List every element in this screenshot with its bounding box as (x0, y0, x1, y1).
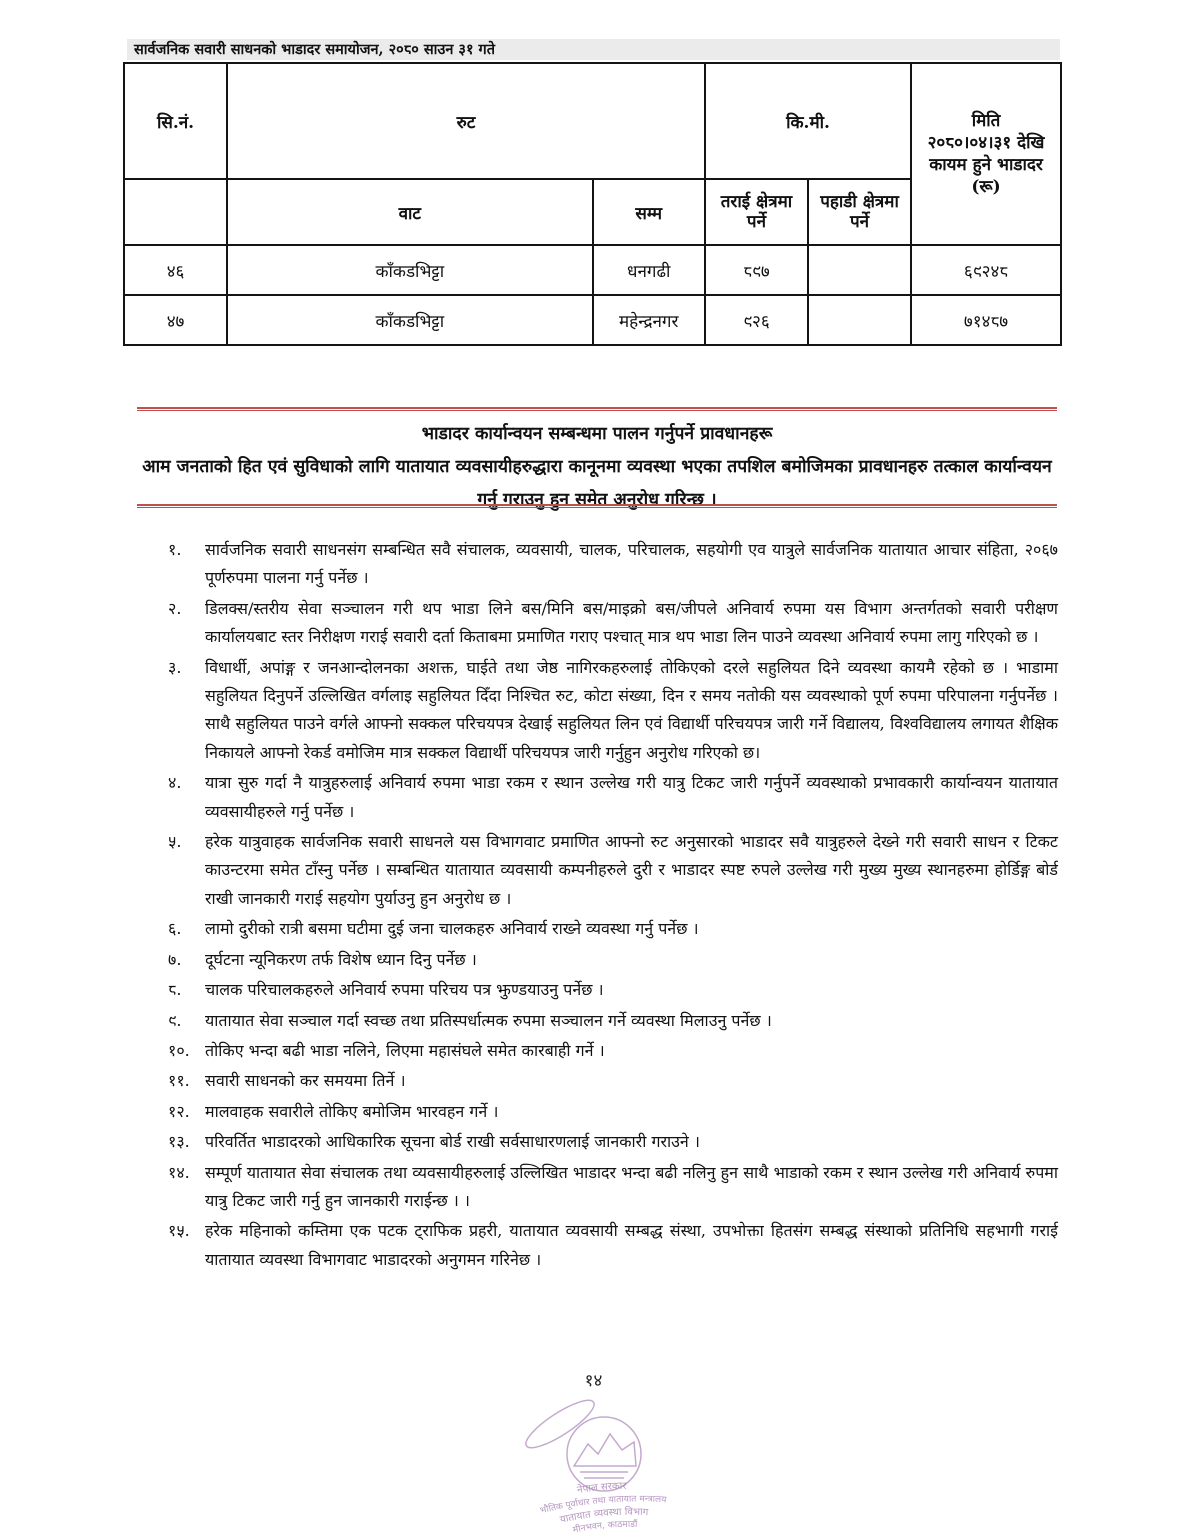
item-text: दूर्घटना न्यूनिकरण तर्फ विशेष ध्यान दिनु पर्नेछ । (205, 949, 477, 969)
col-header-from: वाट (227, 179, 592, 245)
cell-sn: ४७ (124, 295, 227, 345)
item-number: १. (168, 540, 182, 559)
item-number: १३. (168, 1132, 190, 1152)
col-header-effective-fare (911, 63, 1061, 245)
effective-fare-line3: कायम हुने भाडादर (रू) (929, 155, 1043, 197)
item-number: १४. (168, 1162, 190, 1182)
list-item (168, 915, 1058, 943)
cell-from: काँकडभिट्टा (227, 295, 592, 345)
cell-fare: ७१४८७ (911, 295, 1061, 345)
cell-to: महेन्द्रनगर (593, 295, 705, 345)
fare-table (123, 62, 1062, 346)
provisions-list (168, 536, 1058, 1276)
col-header-hill: पहाडी क्षेत्रमा पर्ने (808, 179, 911, 245)
item-text: मालवाहक सवारीले तोकिए बमोजिम भारवहन गर्ने । (205, 1101, 499, 1121)
page-number: १४ (584, 1371, 603, 1391)
cell-terai-km: ८९७ (705, 245, 808, 295)
item-number: १५. (168, 1221, 190, 1241)
item-text: हरेक महिनाको कम्तिमा एक पटक ट्राफिक प्रहरी, यातायात व्यवसायी सम्बद्ध संस्था, उपभोक्ता हितसंग सम्बद्ध संस्थाको प्रतिनिधि सहभागी गराई यातायात व्यवस्था विभागवाट भाडादरको अनुगमन गरिनेछ । (205, 1221, 1058, 1269)
stamp-text-government: नेपाल सरकार (576, 1480, 627, 1497)
col-header-route: रुट (227, 63, 705, 179)
cell-hill-km (808, 245, 911, 295)
item-text: चालक परिचालकहरुले अनिवार्य रुपमा परिचय पत्र झुण्डयाउनु पर्नेछ । (205, 980, 604, 1000)
cell-to: धनगढी (593, 245, 705, 295)
item-number: २. (168, 598, 182, 618)
col-header-to: सम्म (593, 179, 705, 245)
cell-fare: ६९२४८ (911, 245, 1061, 295)
list-item (168, 828, 1058, 913)
item-number: ९. (168, 1010, 182, 1030)
col-header-sn: सि.नं. (124, 63, 227, 179)
item-number: १०. (168, 1040, 190, 1060)
item-text: हरेक यात्रुवाहक सार्वजनिक सवारी साधनले यस विभागवाट प्रमाणित आफ्नो रुट अनुसारको भाडादर सवै यात्रुहरुले देख्ने गरी सवारी साधन र टिकट काउन्टरमा समेत टाँस्नु पर्नेछ । सम्बन्धित यातायात व्यवसायी कम्पनीहरुले दुरी र भाडादर स्पष्ट रुपले उल्लेख गरी मुख्य मुख्य स्थानहरुमा होर्डिङ्ग बोर्ड राखी जानकारी गराई सहयोग पुर्याउनु हुन अनुरोध छ । (205, 832, 1058, 908)
list-item (168, 536, 1058, 593)
list-item (168, 1128, 1058, 1156)
list-item (168, 1098, 1058, 1126)
effective-fare-line1: मिति (971, 111, 1001, 131)
item-text: परिवर्तित भाडादरको आधिकारिक सूचना बोर्ड राखी सर्वसाधारणलाई जानकारी गराउने । (205, 1132, 700, 1152)
item-text: यातायात सेवा सञ्चाल गर्दा स्वच्छ तथा प्रतिस्पर्धात्मक रुपमा सञ्चालन गर्ने व्यवस्था मिलाउनु पर्नेछ । (205, 1010, 772, 1030)
item-text: यात्रा सुरु गर्दा नै यात्रुहरुलाई अनिवार्य रुपमा भाडा रकम र स्थान उल्लेख गरी यात्रु टिकट जारी गर्नुपर्ने व्यवस्थाको प्रभावकारी कार्यान्वयन यातायात व्यवसायीहरुले गर्नु पर्नेछ । (205, 773, 1058, 821)
item-text: तोकिए भन्दा बढी भाडा नलिने, लिएमा महासंघले समेत कारबाही गर्ने । (205, 1040, 605, 1060)
col-header-terai: तराई क्षेत्रमा पर्ने (705, 179, 808, 245)
item-number: ११. (168, 1071, 190, 1091)
official-stamp (488, 1392, 718, 1536)
list-item (168, 1007, 1058, 1035)
table-row (124, 245, 1061, 295)
item-text: डिलक्स/स्तरीय सेवा सञ्चालन गरी थप भाडा लिने बस/मिनि बस/माइक्रो बस/जीपले अनिवार्य रुपमा यस विभाग अन्तर्गतको सवारी परीक्षण कार्यालयबाट स्तर निरीक्षण गराई सवारी दर्ता किताबमा प्रमाणित गराए पश्चात् मात्र थप भाडा लिन पाउने व्यवस्था अनिवार्य रुपमा लागु गरिएको छ । (205, 598, 1058, 647)
emblem-circle-icon (567, 1417, 641, 1491)
item-number: १२. (168, 1101, 190, 1121)
stamp-text-ministry: भौतिक पूर्वाधार तथा यातायात मन्त्रालय (539, 1494, 667, 1517)
item-text: सवारी साधनको कर समयमा तिर्ने । (205, 1071, 406, 1091)
item-number: ८. (168, 980, 182, 1000)
provisions-subtitle: आम जनताको हित एवं सुविधाको लागि यातायात व्यवसायीहरुद्धारा कानूनमा व्यवस्था भएका तपशिल बमोजिमका प्रावधानहरु तत्काल कार्यान्वयन गर्नु गराउनु हुन समेत अनुरोध गरिन्छ । (142, 457, 1052, 510)
cell-from: काँकडभिट्टा (227, 245, 592, 295)
emblem-base-icon (580, 1472, 628, 1478)
list-item (168, 1217, 1058, 1274)
list-item (168, 1159, 1058, 1216)
col-header-km: कि.मी. (705, 63, 911, 179)
col-header-sn-empty (124, 179, 227, 245)
mountain-icon (574, 1434, 636, 1466)
red-divider-bottom (137, 504, 1057, 508)
list-item (168, 595, 1058, 652)
item-text: सार्वजनिक सवारी साधनसंग सम्बन्धित सवै संचालक, व्यवसायी, चालक, परिचालक, सहयोगी एव यात्रुले सार्वजनिक यातायात आचार संहिता, २०६७ पूर्णरुपमा पालना गर्नु पर्नेछ । (205, 540, 1058, 588)
stamp-text-department: यातायात व्यवस्था विभाग (559, 1506, 649, 1526)
cell-terai-km: ९२६ (705, 295, 808, 345)
stamp-text-location: मीनभवन, काठमाडौं (572, 1519, 638, 1536)
item-number: ४. (168, 773, 182, 793)
cell-hill-km (808, 295, 911, 345)
list-item (168, 769, 1058, 826)
item-text: लामो दुरीको रात्री बसमा घटीमा दुई जना चालकहरु अनिवार्य राख्ने व्यवस्था गर्नु पर्नेछ । (205, 919, 699, 939)
cell-sn: ४६ (124, 245, 227, 295)
table-row (124, 295, 1061, 345)
item-number: ५. (168, 832, 182, 852)
provisions-heading (137, 418, 1057, 517)
red-divider-top (137, 407, 1057, 411)
list-item (168, 976, 1058, 1004)
item-number: ६. (168, 919, 182, 939)
provisions-title: भाडादर कार्यान्वयन सम्बन्धमा पालन गर्नुपर्ने प्रावधानहरू (421, 424, 773, 444)
item-text: सम्पूर्ण यातायात सेवा संचालक तथा व्यवसायीहरुलाई उल्लिखित भाडादर भन्दा बढी नलिनु हुन साथै भाडाको रकम र स्थान उल्लेख गरी अनिवार्य रुपमा यात्रु टिकट जारी गर्नु हुन जानकारी गराईन्छ । । (205, 1162, 1058, 1210)
item-number: ३. (168, 657, 182, 677)
list-item (168, 946, 1058, 974)
list-item (168, 1067, 1058, 1095)
document-title-bar: सार्वजनिक सवारी साधनको भाडादर समायोजन, २०८० साउन ३१ गते (127, 39, 1060, 60)
list-item (168, 654, 1058, 768)
item-text: विधार्थी, अपांङ्ग र जनआन्दोलनका अशक्त, घाईते तथा जेष्ठ नागिरकहरुलाई तोकिएको दरले सहुलियत दिने व्यवस्था कायमै रहेको छ । भाडामा सहुलियत दिनुपर्ने उल्लिखित वर्गलाइ सहुलियत दिँदा निश्चित रुट, कोटा संख्या, दिन र समय नतोकी यस व्यवस्थाको पूर्ण रुपमा परिपालना गर्नुपर्नेछ । साथै सहुलियत पाउने वर्गले आफ्नो सक्कल परिचयपत्र देखाई सहुलियत लिन एवं विद्यार्थी परिचयपत्र जारी गर्ने विद्यालय, विश्वविद्यालय लगायत शैक्षिक निकायले आफ्नो रेकर्ड वमोजिम मात्र सक्कल विद्यार्थी परिचयपत्र जारी गर्नुहुन अनुरोध गरिएको छ। (205, 657, 1058, 762)
list-item (168, 1037, 1058, 1065)
item-number: ७. (168, 949, 182, 969)
effective-fare-line2: २०८०।०४।३१ देखि (927, 133, 1045, 153)
